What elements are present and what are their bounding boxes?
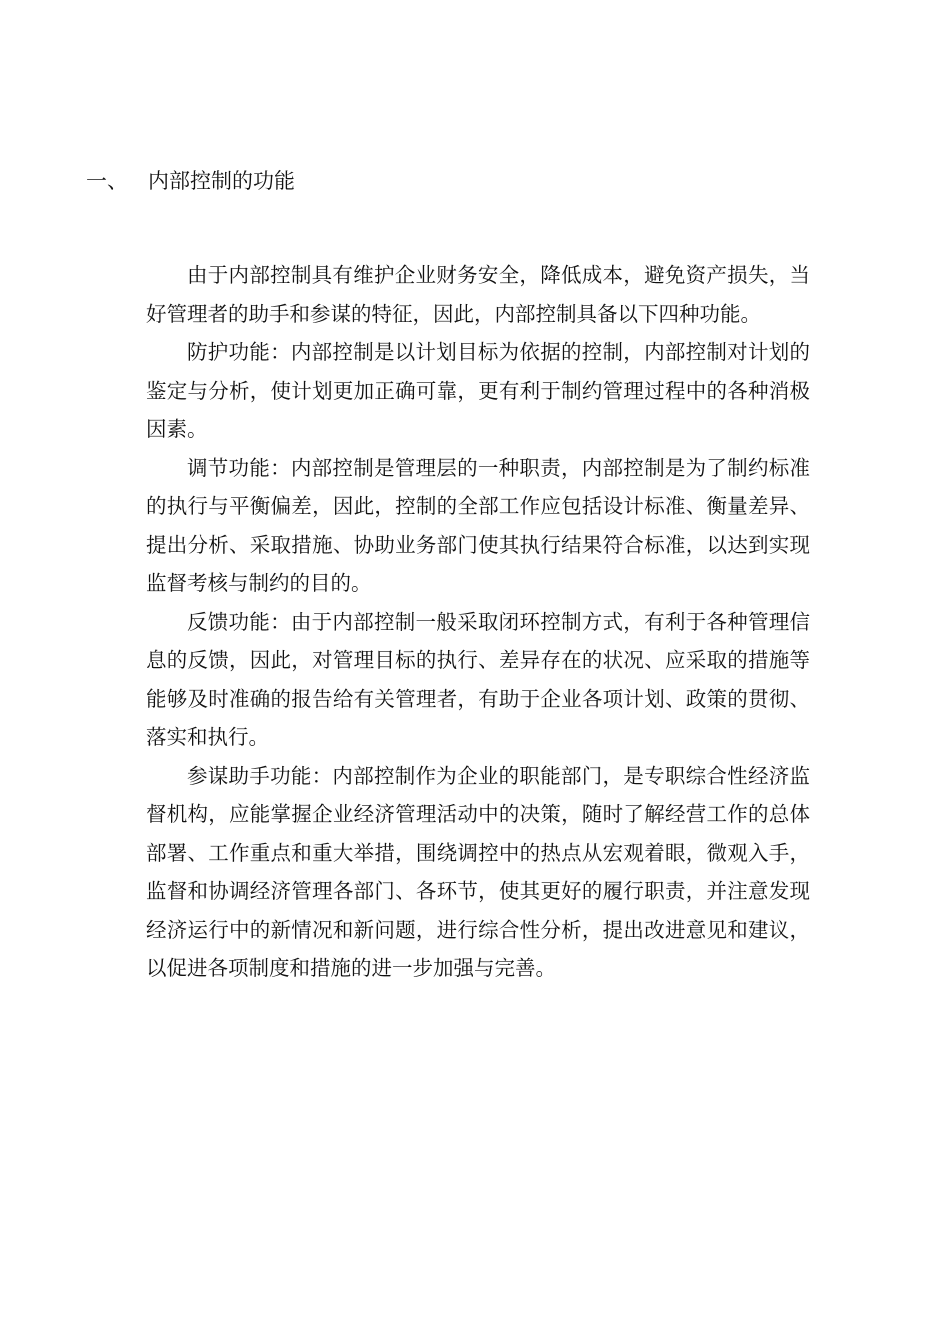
section-heading (86, 166, 295, 196)
paragraph-protection-function: 防护功能：内部控制是以计划目标为依据的控制，内部控制对计划的鉴定与分析，使计划更加正确可靠，更有利于制约管理过程中的各种消极因素。 (146, 340, 810, 441)
paragraph-intro: 由于内部控制具有维护企业财务安全，降低成本，避免资产损失，当好管理者的助手和参谋的特征，因此，内部控制具备以下四种功能。 (146, 263, 810, 326)
paragraph-feedback-function: 反馈功能：由于内部控制一般采取闭环控制方式，有利于各种管理信息的反馈，因此，对管理目标的执行、差异存在的状况、应采取的措施等能够及时准确的报告给有关管理者，有助于企业各项计划、政策的贯彻、落实和执行。 (146, 609, 810, 749)
section-number: 一、 (86, 169, 128, 193)
paragraph-regulation-function: 调节功能：内部控制是管理层的一种职责，内部控制是为了制约标准的执行与平衡偏差，因此，控制的全部工作应包括设计标准、衡量差异、提出分析、采取措施、协助业务部门使其执行结果符合标准，以达到实现监督考核与制约的目的。 (146, 455, 810, 595)
paragraph-advisory-function: 参谋助手功能：内部控制作为企业的职能部门，是专职综合性经济监督机构，应能掌握企业经济管理活动中的决策，随时了解经营工作的总体部署、工作重点和重大举措，围绕调控中的热点从宏观着眼，微观入手，监督和协调经济管理各部门、各环节，使其更好的履行职责，并注意发现经济运行中的新情况和新问题，进行综合性分析，提出改进意见和建议，以促进各项制度和措施的进一步加强与完善。 (146, 763, 810, 980)
section-title: 内部控制的功能 (148, 169, 295, 193)
body-text (146, 256, 810, 988)
